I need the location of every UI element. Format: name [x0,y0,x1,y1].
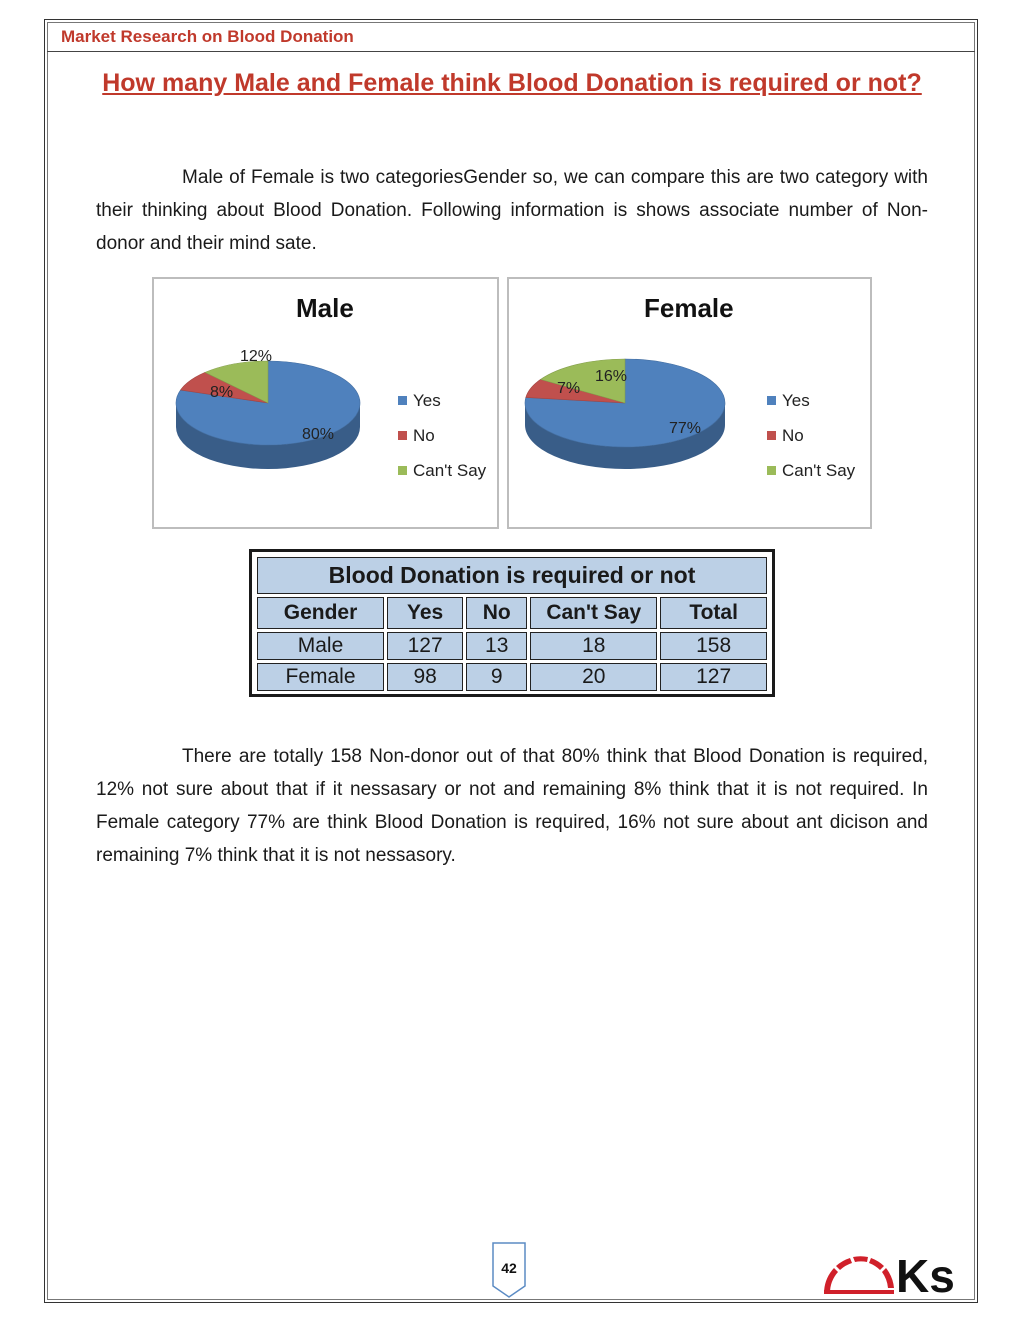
legend-item-yes [398,383,486,418]
header-rule [47,51,975,52]
male-chart-legend [398,383,486,488]
pie-data-label: 12% [240,348,273,365]
legend-item-cant-say [767,453,855,488]
pie-data-label: 8% [210,384,234,401]
intro-paragraph: Male of Female is two categoriesGender so, we can compare this are two category with their thinking about Blood Donation. Following information is shows associate number of Non-donor and their mind sate. [96,167,928,254]
page-number: 42 [501,1260,517,1276]
page-number-badge [492,1242,526,1298]
pie-data-label: 77% [669,420,702,437]
legend-swatch-yes [398,396,407,405]
table-row [257,632,767,660]
table-cell: 9 [466,663,527,691]
table-cell: 98 [387,663,463,691]
legend-swatch-cant-say [398,466,407,475]
table-cell: 127 [387,632,463,660]
table-cell: 158 [660,632,767,660]
legend-label-no: No [413,425,435,445]
table-cell: 13 [466,632,527,660]
table-cell: Male [257,632,384,660]
legend-swatch-no [398,431,407,440]
female-pie-chart [507,277,872,529]
table-cell: 18 [530,632,657,660]
female-chart-title: Female [644,293,734,323]
female-chart-legend [767,383,855,488]
table-header-total: Total [660,597,767,629]
table-header-no: No [466,597,527,629]
table-cell: 127 [660,663,767,691]
table-cell: 20 [530,663,657,691]
ks-logo-mark [822,1248,962,1296]
logo-text: Ks [896,1250,955,1296]
data-table [254,554,770,694]
ks-logo [822,1248,962,1296]
pie-data-label: 7% [557,380,581,397]
pie-data-label: 16% [595,368,628,385]
legend-label-no: No [782,425,804,445]
summary-paragraph: There are totally 158 Non-donor out of that 80% think that Blood Donation is required, 12% not sure about that if it nessasary or not and remaining 8% think that it is not required. In Female category 77% are think Blood Donation is required, 16% not sure about ant dicison and remaining 7% think that it is not nessasory. [96,746,928,866]
legend-swatch-no [767,431,776,440]
legend-item-yes [767,383,855,418]
table-header-cant-say: Can't Say [530,597,657,629]
page-title: How many Male and Female think Blood Donation is required or not? [102,69,922,97]
legend-swatch-yes [767,396,776,405]
table-caption: Blood Donation is required or not [257,557,767,594]
legend-label-yes: Yes [782,390,810,410]
table-row [257,663,767,691]
running-header: Market Research on Blood Donation [61,27,354,46]
legend-item-no [398,418,486,453]
legend-label-cant-say: Can't Say [413,460,487,480]
pie-data-label: 80% [302,426,335,443]
table-header-gender: Gender [257,597,384,629]
data-table-container [249,549,775,697]
table-header-yes: Yes [387,597,463,629]
legend-item-cant-say [398,453,486,488]
legend-label-cant-say: Can't Say [782,460,856,480]
male-pie-chart [152,277,499,529]
table-cell: Female [257,663,384,691]
legend-item-no [767,418,855,453]
male-chart-title: Male [296,293,354,323]
table-header-row [257,597,767,629]
legend-label-yes: Yes [413,390,441,410]
legend-swatch-cant-say [767,466,776,475]
